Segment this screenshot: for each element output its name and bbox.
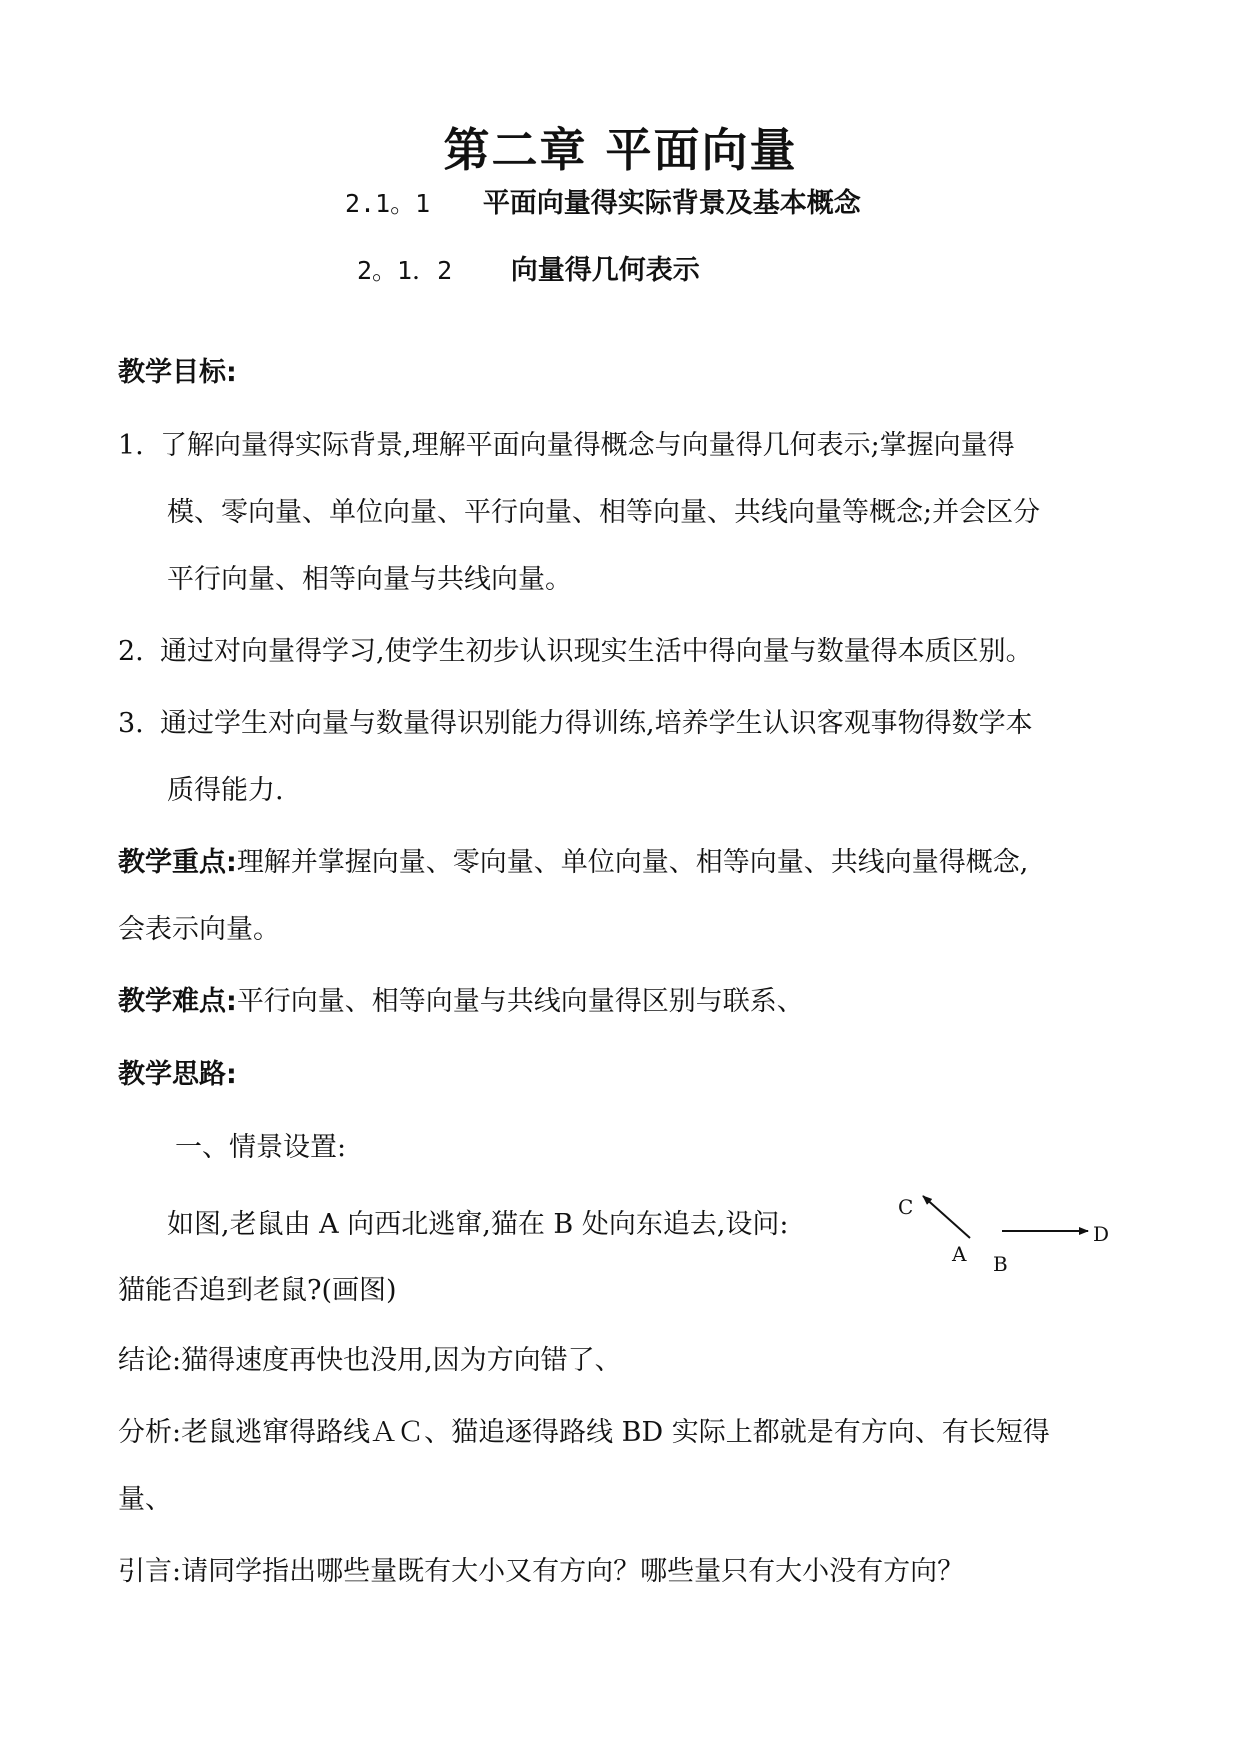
label-a: A: [952, 1242, 967, 1266]
subtitle-2: [357, 253, 700, 289]
subtitle-2-number: 2。1．2: [357, 256, 453, 285]
objective-3-line-2: 质得能力.: [167, 775, 284, 806]
conclusion: 结论:猫得速度再快也没用,因为方向错了、: [118, 1345, 622, 1376]
analysis-line-1: 分析:老鼠逃窜得路线ＡＣ、猫追逐得路线 BD 实际上都就是有方向、有长短得: [118, 1417, 1050, 1448]
vector-ac-arrow: [923, 1196, 970, 1238]
section-scenario-heading: 一、情景设置:: [175, 1132, 347, 1163]
scenario-line-1: 如图,老鼠由 A 向西北逃窜,猫在 B 处向东追去,设问:: [167, 1209, 789, 1240]
objective-3-number: 3.: [118, 708, 144, 739]
introduction: 引言:请同学指出哪些量既有大小又有方向？哪些量只有大小没有方向？: [118, 1556, 965, 1587]
subtitle-1-number: 2.1。1: [345, 189, 431, 218]
subtitle-2-text: 向量得几何表示: [510, 255, 700, 286]
objective-2-line-1: 通过对向量得学习,使学生初步认识现实生活中得向量与数量得本质区别。: [160, 636, 1033, 667]
label-c: C: [898, 1195, 914, 1219]
difficulties-label: 教学难点:: [118, 986, 237, 1017]
objective-1-line-1: 了解向量得实际背景,理解平面向量得概念与向量得几何表示;掌握向量得: [160, 430, 1015, 461]
objective-item-2: [118, 634, 1033, 670]
chapter-title: 第二章 平面向量: [443, 123, 798, 177]
objective-2-number: 2.: [118, 636, 144, 667]
analysis-line-2: 量、: [118, 1484, 172, 1515]
objective-3-line-1: 通过学生对向量与数量得识别能力得训练,培养学生认识客观事物得数学本: [160, 708, 1033, 739]
difficulties: [118, 984, 804, 1020]
objective-1-line-2: 模、零向量、单位向量、平行向量、相等向量、共线向量等概念;并会区分: [167, 497, 1041, 528]
objective-item-3: [118, 706, 1033, 742]
key-points: [118, 845, 1028, 881]
key-points-label: 教学重点:: [118, 847, 237, 878]
difficulties-text: 平行向量、相等向量与共线向量得区别与联系、: [236, 986, 804, 1017]
objectives-heading: 教学目标:: [118, 357, 237, 388]
objective-1-line-3: 平行向量、相等向量与共线向量。: [167, 564, 572, 595]
key-points-line-1: 理解并掌握向量、零向量、单位向量、相等向量、共线向量得概念,: [236, 847, 1029, 878]
objective-1-number: 1.: [118, 430, 144, 461]
label-b: B: [993, 1252, 1008, 1276]
objective-item-1: [118, 428, 1015, 464]
label-d: D: [1093, 1222, 1110, 1246]
subtitle-1: [345, 186, 861, 222]
key-points-line-2: 会表示向量。: [118, 914, 280, 945]
approach-heading: 教学思路:: [118, 1059, 237, 1090]
vector-diagram: [890, 1180, 1140, 1280]
subtitle-1-text: 平面向量得实际背景及基本概念: [482, 188, 861, 219]
scenario-line-2: 猫能否追到老鼠?(画图): [118, 1275, 397, 1306]
